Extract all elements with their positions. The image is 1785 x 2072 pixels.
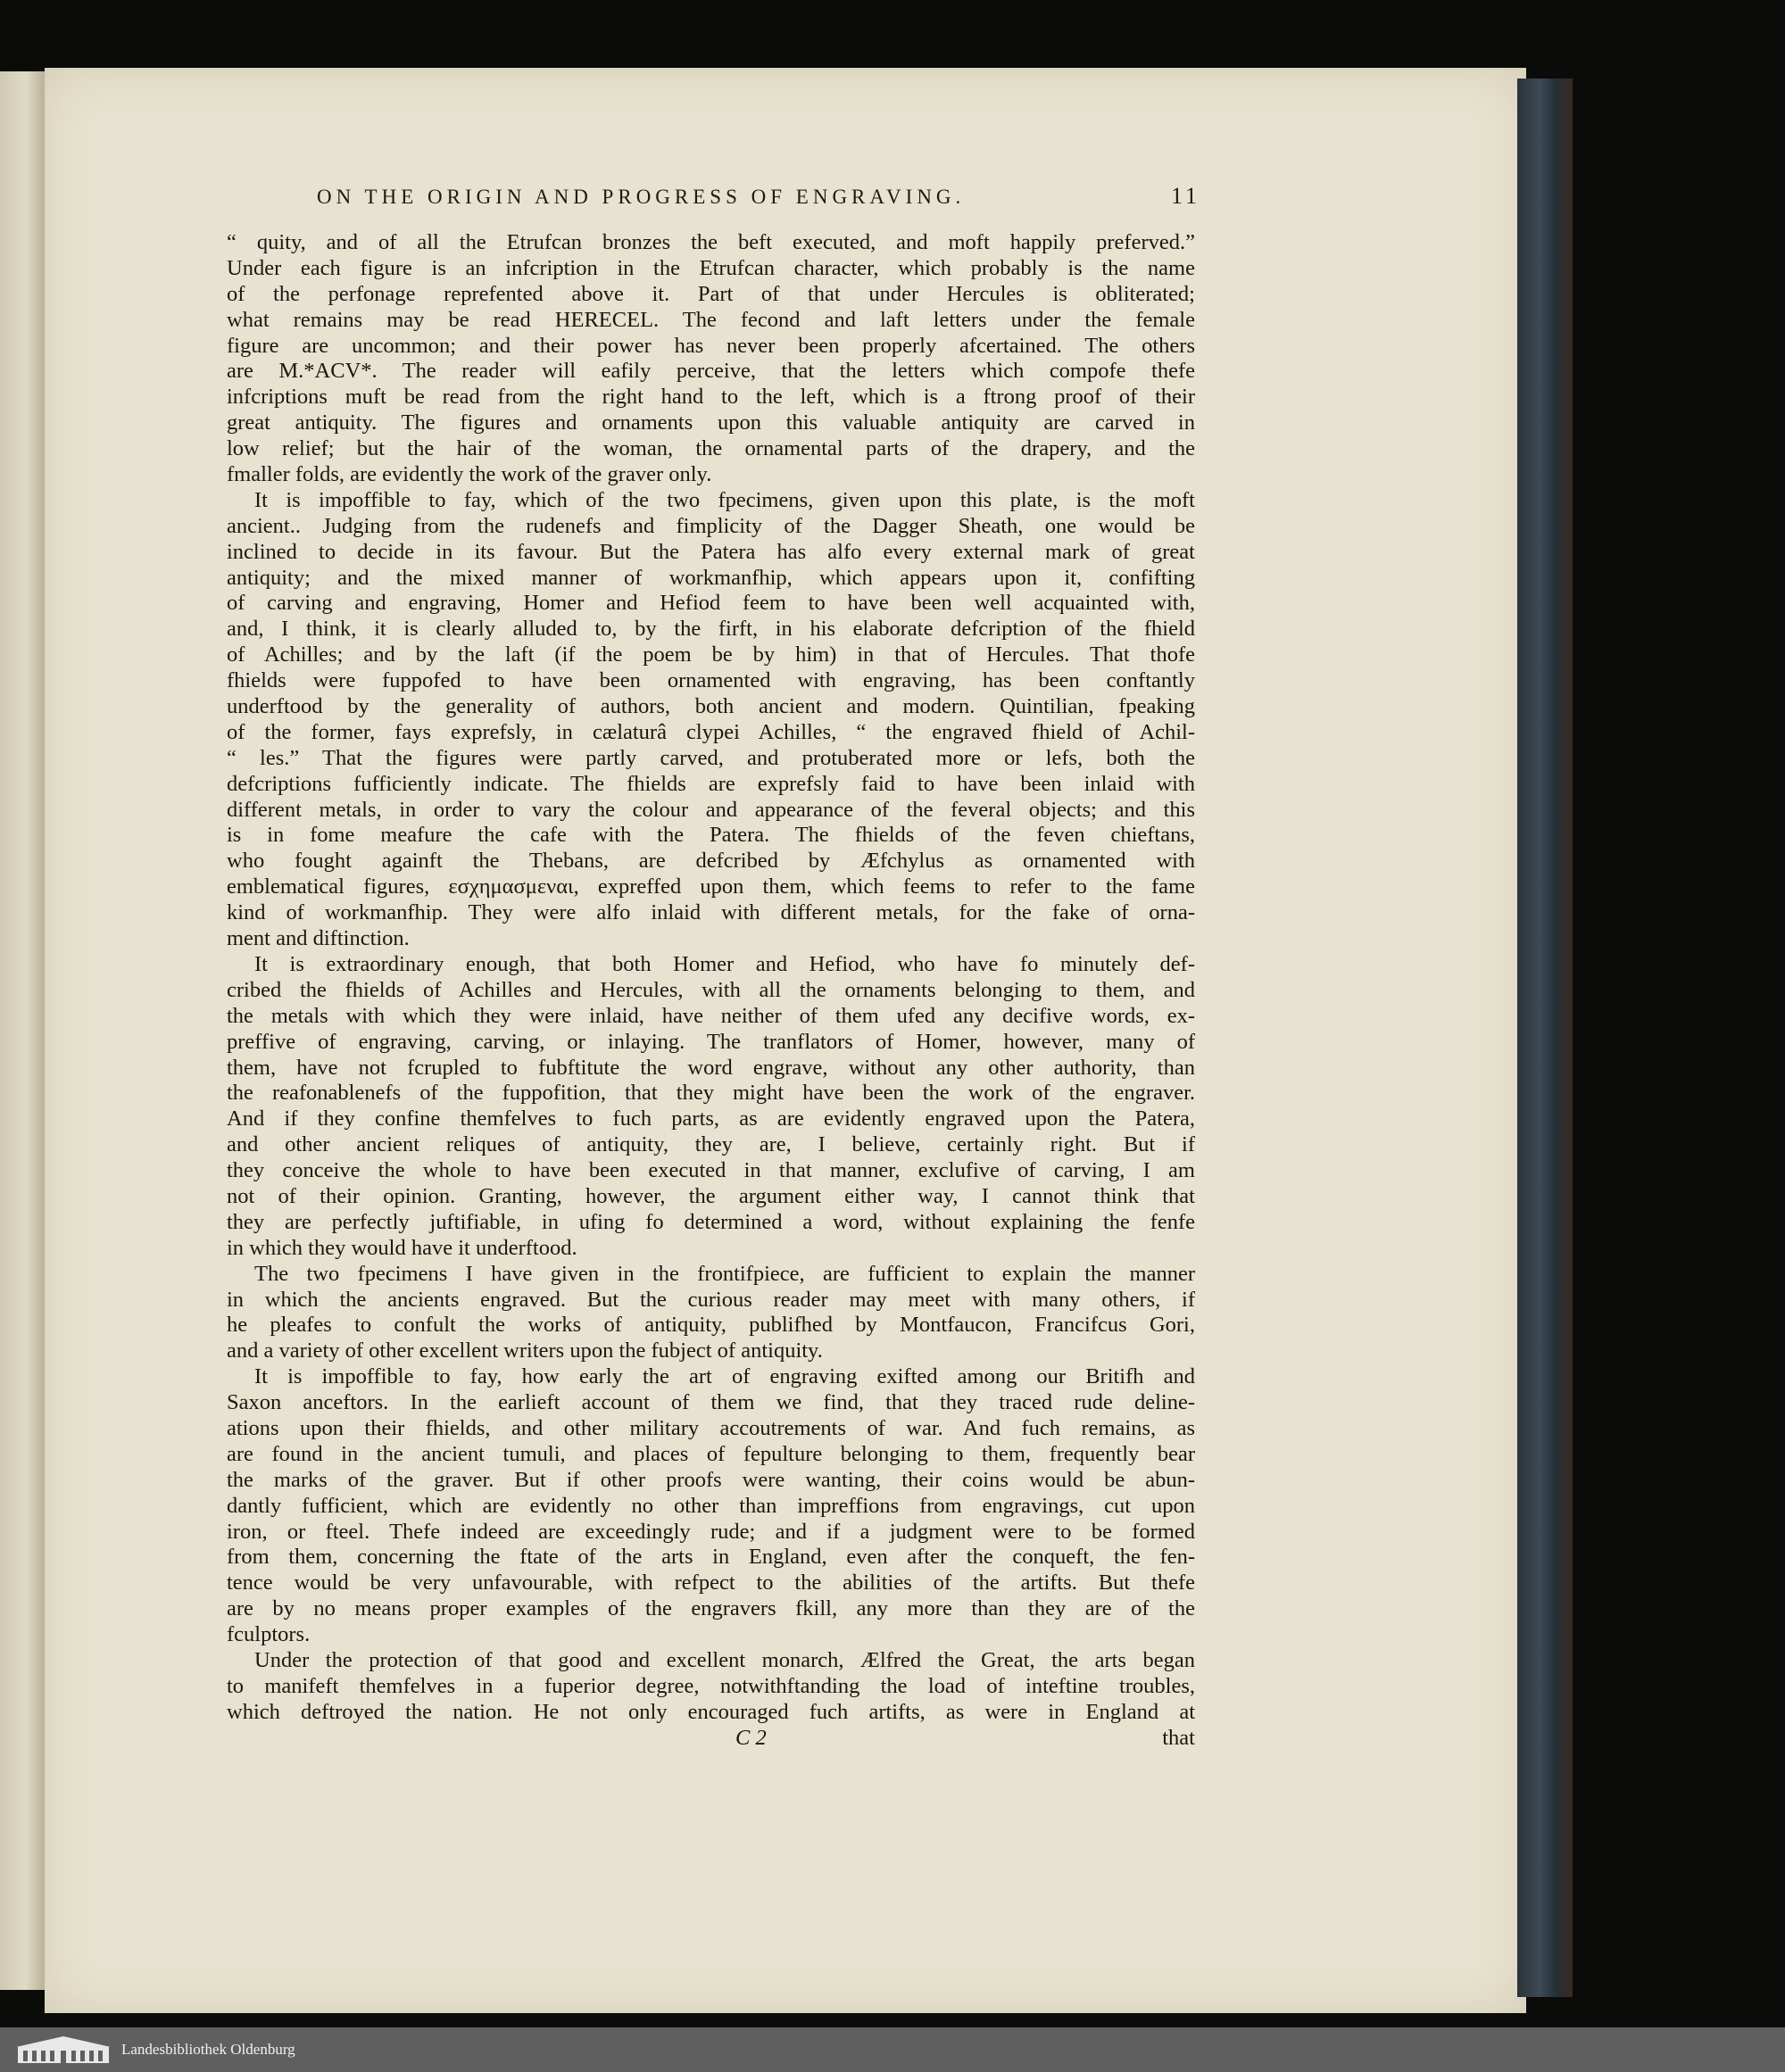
text-line: cribed the fhields of Achilles and Hercules, with all the ornaments belonging to them, and — [227, 977, 1195, 1002]
text-line: in which they would have it underftood. — [227, 1235, 577, 1260]
text-line: they are perfectly juftifiable, in ufing fo determined a word, without explaining the fenfe — [227, 1209, 1195, 1234]
text-line: great antiquity. The figures and ornaments upon this valuable antiquity are carved in — [227, 410, 1195, 435]
text-line: are found in the ancient tumuli, and places of fepulture belonging to them, frequently bear — [227, 1441, 1195, 1466]
text-line: who fought againft the Thebans, are defcribed by Æfchylus as ornamented with — [227, 849, 1195, 874]
text-line: fhields were fuppofed to have been ornamented with engraving, has been conftantly — [227, 668, 1195, 693]
text-line: iron, or fteel. Thefe indeed are exceedingly rude; and if a judgment were to be formed — [227, 1519, 1195, 1544]
text-line: and other ancient reliques of antiquity, they are, I believe, certainly right. But if — [227, 1132, 1195, 1157]
text-line: are by no means proper examples of the engravers fkill, any more than they are of the — [227, 1596, 1195, 1621]
text-line: ations upon their fhields, and other military accoutrements of war. And fuch remains, as — [227, 1415, 1195, 1440]
text-line: is in fome meafure the cafe with the Patera. The fhields of the feven chieftans, — [227, 823, 1195, 848]
text-line: infcriptions muft be read from the right hand to the left, which is a ftrong proof of their — [227, 385, 1195, 410]
text-line: It is impoffible to fay, which of the two fpecimens, given upon this plate, is the moft — [254, 487, 1195, 512]
text-line: of the former, fays exprefsly, in cælaturâ clypei Achilles, “ the engraved fhield of Achil- — [227, 719, 1195, 744]
text-line: are M.*ACV*. The reader will eafily perceive, that the letters which compofe thefe — [227, 359, 1195, 384]
text-line: Under each figure is an infcription in the Etrufcan character, which probably is the name — [227, 255, 1195, 280]
text-line: he pleafes to confult the works of antiquity, publifhed by Montfaucon, Francifcus Gori, — [227, 1313, 1195, 1338]
text-line: underftood by the generality of authors, both ancient and modern. Quintilian, fpeaking — [227, 694, 1195, 719]
text-line: Saxon anceftors. In the earlieft account of them we find, that they traced rude deline- — [227, 1390, 1195, 1415]
text-line: to manifeft themfelves in a fuperior degree, notwithftanding the load of inteftine troubles, — [227, 1673, 1195, 1698]
text-line: and, I think, it is clearly alluded to, by the firft, in his elaborate defcription of the fhield — [227, 617, 1195, 642]
text-line: dantly fufficient, which are evidently no other than impreffions from engravings, cut upon — [227, 1493, 1195, 1518]
text-line: which deftroyed the nation. He not only encouraged fuch artifts, as were in England at — [227, 1699, 1195, 1724]
text-line: from them, concerning the ftate of the arts in England, even after the conqueft, the fen- — [227, 1545, 1195, 1570]
text-line: fculptors. — [227, 1622, 311, 1647]
text-line: of carving and engraving, Homer and Hefiod feem to have been well acquainted with, — [227, 591, 1195, 616]
body-text — [227, 230, 1195, 1752]
text-line: what remains may be read HERECEL. The fecond and laft letters under the female — [227, 307, 1195, 332]
running-head — [317, 183, 1200, 210]
text-line: low relief; but the hair of the woman, the ornamental parts of the drapery, and the — [227, 436, 1195, 461]
text-line: ment and diftinction. — [227, 926, 410, 951]
text-line: the metals with which they were inlaid, have neither of them ufed any decifive words, ex- — [227, 1003, 1195, 1028]
text-line: “ les.” That the figures were partly carved, and protuberated more or lefs, both the — [227, 745, 1195, 770]
text-line: of Achilles; and by the laft (if the poem be by him) in that of Hercules. That thofe — [227, 642, 1195, 667]
text-line: It is extraordinary enough, that both Homer and Hefiod, who have fo minutely def- — [254, 951, 1195, 976]
text-line: different metals, in order to vary the colour and appearance of the feveral objects; and this — [227, 797, 1195, 822]
text-line: of the perfonage reprefented above it. Part of that under Hercules is obliterated; — [227, 281, 1195, 306]
running-head-title: ON THE ORIGIN AND PROGRESS OF ENGRAVING. — [317, 186, 966, 208]
text-line: in which the ancients engraved. But the curious reader may meet with many others, if — [227, 1287, 1195, 1312]
library-building-icon — [14, 2035, 112, 2065]
signature-mark: C 2 — [735, 1725, 767, 1750]
book-spine — [1517, 79, 1573, 1997]
text-line: kind of workmanfhip. They were alfo inlaid with different metals, for the fake of orna- — [227, 900, 1195, 925]
page-number: 11 — [1170, 183, 1200, 209]
text-line: Under the protection of that good and excellent monarch, Ælfred the Great, the arts began — [254, 1647, 1195, 1672]
text-line: The two fpecimens I have given in the frontifpiece, are fufficient to explain the manner — [254, 1261, 1195, 1286]
catchword: that — [1162, 1725, 1195, 1750]
facing-page-edge — [0, 71, 46, 1990]
text-line: And if they confine themfelves to fuch parts, as are evidently engraved upon the Patera, — [227, 1106, 1195, 1131]
text-line: emblematical figures, εσχημασμεναι, expreffed upon them, which feems to refer to the fame — [227, 874, 1195, 899]
footer-bar — [0, 2027, 1785, 2072]
text-line: preffive of engraving, carving, or inlaying. The tranflators of Homer, however, many of — [227, 1029, 1195, 1054]
signature-line — [227, 1726, 1195, 1752]
text-line: ancient.. Judging from the rudenefs and fimplicity of the Dagger Sheath, one would be — [227, 513, 1195, 538]
text-line: the marks of the graver. But if other proofs were wanting, their coins would be abun- — [227, 1467, 1195, 1492]
text-line: and a variety of other excellent writers upon the fubject of antiquity. — [227, 1339, 823, 1363]
text-line: they conceive the whole to have been executed in that manner, exclufive of carving, I am — [227, 1158, 1195, 1183]
text-line: not of their opinion. Granting, however, the argument either way, I cannot think that — [227, 1183, 1195, 1208]
text-line: “ quity, and of all the Etrufcan bronzes the beft executed, and moft happily preferved.” — [227, 230, 1195, 254]
text-line: inclined to decide in its favour. But the Patera has alfo every external mark of great — [227, 539, 1195, 564]
text-line: the reafonablenefs of the fuppofition, that they might have been the work of the engraver. — [227, 1081, 1195, 1106]
text-line: defcriptions fufficiently indicate. The fhields are exprefsly faid to have been inlaid with — [227, 771, 1195, 796]
text-line: antiquity; and the mixed manner of workmanfhip, which appears upon it, confifting — [227, 565, 1195, 590]
text-line: It is impoffible to fay, how early the art of engraving exifted among our Britifh and — [254, 1364, 1195, 1389]
text-line: figure are uncommon; and their power has never been properly afcertained. The others — [227, 333, 1195, 358]
text-line: tence would be very unfavourable, with refpect to the abilities of the artifts. But thefe — [227, 1571, 1195, 1595]
footer-label: Landesbibliothek Oldenburg — [121, 2041, 295, 2058]
text-line: fmaller folds, are evidently the work of the graver only. — [227, 462, 712, 487]
text-line: them, have not fcrupled to fubftitute the word engrave, without any other authority, than — [227, 1055, 1195, 1080]
